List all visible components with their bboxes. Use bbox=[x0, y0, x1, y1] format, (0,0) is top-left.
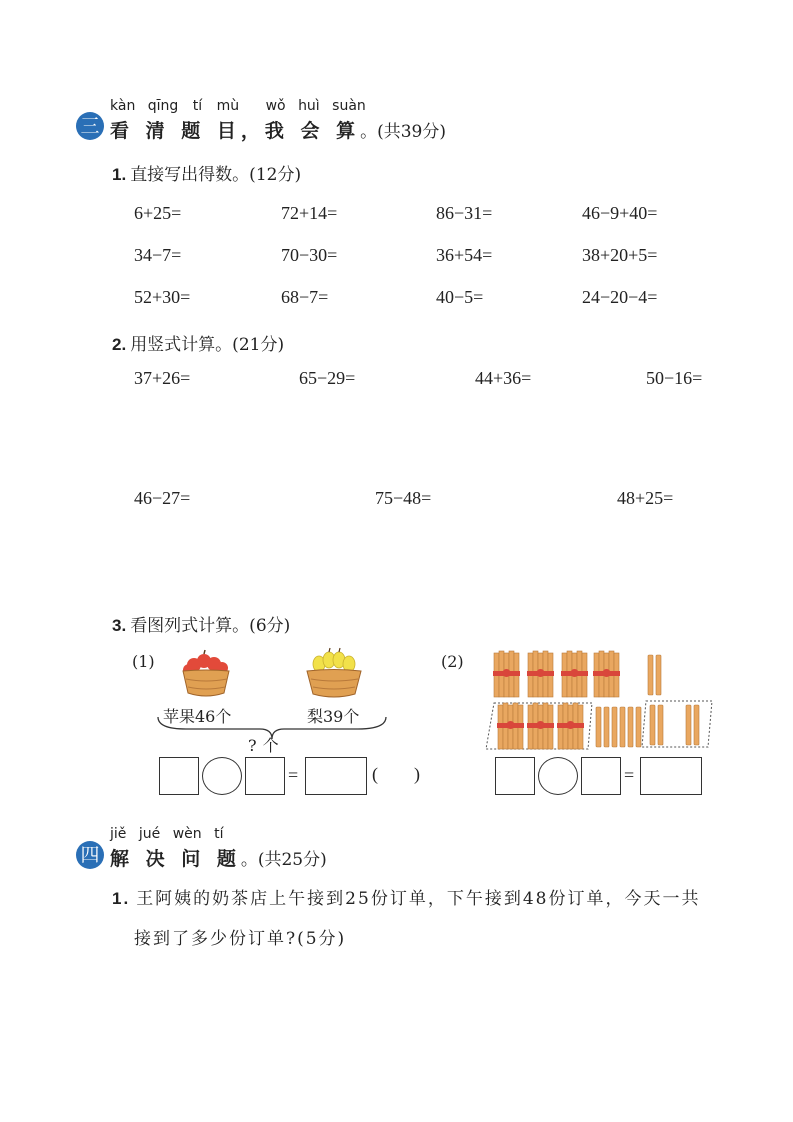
q1-item: 40−5= bbox=[436, 287, 484, 307]
q2-item: 46−27= bbox=[134, 488, 191, 508]
pinyin-syllable: tí bbox=[214, 826, 224, 842]
result-box[interactable] bbox=[305, 757, 367, 795]
q1-item: 68−7= bbox=[281, 287, 329, 307]
q1-item: 36+54= bbox=[436, 245, 493, 265]
apple-basket-icon bbox=[180, 647, 232, 699]
section-3-score: 。(共39分) bbox=[360, 122, 446, 142]
equals-sign-2: = bbox=[624, 765, 635, 785]
question-label: ?个 bbox=[248, 736, 285, 755]
q1-item: 72+14= bbox=[281, 203, 338, 223]
q1-title-text: 直接写出得数。(12分) bbox=[130, 165, 302, 185]
q1-item: 70−30= bbox=[281, 245, 338, 265]
answer-box-2[interactable] bbox=[245, 757, 285, 795]
q3-part2-label: (2) bbox=[441, 652, 464, 671]
q1-item: 38+20+5= bbox=[582, 245, 658, 265]
q3-number: 3. bbox=[112, 616, 127, 635]
q1-item: 24−20−4= bbox=[582, 287, 658, 307]
section-4 bbox=[0, 820, 793, 1020]
section-4-heading bbox=[110, 844, 327, 871]
pinyin-syllable: jiě bbox=[110, 826, 127, 842]
q2-number: 2. bbox=[112, 335, 127, 354]
pinyin-syllable: mù bbox=[216, 98, 240, 114]
q1-item: 6+25= bbox=[134, 203, 182, 223]
answer-box-4[interactable] bbox=[581, 757, 621, 795]
q3-part1-label: (1) bbox=[132, 652, 155, 671]
problem-1-line-1 bbox=[112, 884, 700, 909]
q1-item: 46−9+40= bbox=[582, 203, 658, 223]
q2-item: 65−29= bbox=[299, 368, 356, 388]
q3-title-text: 看图列式计算。(6分) bbox=[130, 616, 291, 636]
sticks-bundles-image bbox=[480, 645, 720, 755]
q2-title-text: 用竖式计算。(21分) bbox=[130, 335, 285, 355]
operator-circle[interactable] bbox=[202, 757, 242, 795]
pinyin-syllable: tí bbox=[192, 98, 203, 114]
equals-sign: = bbox=[288, 765, 299, 785]
q2-item: 75−48= bbox=[375, 488, 432, 508]
pear-count-label: 梨39个 bbox=[307, 707, 360, 726]
answer-box-3[interactable] bbox=[495, 757, 535, 795]
pinyin-syllable: suàn bbox=[332, 98, 366, 114]
pinyin-syllable: wèn bbox=[172, 826, 202, 842]
unit-parentheses[interactable]: ( ) bbox=[372, 764, 420, 784]
q3-title bbox=[112, 611, 290, 636]
q2-item: 50−16= bbox=[646, 368, 703, 388]
answer-box-1[interactable] bbox=[159, 757, 199, 795]
result-box-2[interactable] bbox=[640, 757, 702, 795]
q1-item: 86−31= bbox=[436, 203, 493, 223]
q2-item: 44+36= bbox=[475, 368, 532, 388]
pinyin-syllable: wǒ bbox=[265, 98, 286, 114]
section-4-score: 。(共25分) bbox=[240, 850, 327, 870]
section-3-pinyin bbox=[110, 98, 366, 114]
apple-count-label: 苹果46个 bbox=[163, 707, 232, 726]
section-3-title: 看 清 题 目，我 会 算 bbox=[110, 120, 361, 142]
q1-title bbox=[112, 160, 301, 185]
q2-title bbox=[112, 330, 284, 355]
problem-1-number: 1. bbox=[112, 889, 131, 908]
section-4-pinyin bbox=[110, 826, 223, 842]
section-4-badge: 四 bbox=[76, 841, 104, 869]
q1-item: 52+30= bbox=[134, 287, 191, 307]
pinyin-syllable: huì bbox=[298, 98, 320, 114]
pear-basket-icon bbox=[305, 646, 363, 700]
q2-item: 37+26= bbox=[134, 368, 191, 388]
section-3-badge: 三 bbox=[76, 112, 104, 140]
q2-item: 48+25= bbox=[617, 488, 674, 508]
q1-item: 34−7= bbox=[134, 245, 182, 265]
pinyin-syllable: jué bbox=[138, 826, 161, 842]
section-4-title: 解 决 问 题 bbox=[110, 848, 241, 870]
operator-circle-2[interactable] bbox=[538, 757, 578, 795]
pinyin-syllable: kàn bbox=[110, 98, 136, 114]
section-3-heading bbox=[110, 116, 446, 143]
problem-1-line-2: 接到了多少份订单?(5分) bbox=[134, 929, 347, 949]
pinyin-syllable: qīng bbox=[147, 98, 179, 114]
problem-1-text: 王阿姨的奶茶店上午接到25份订单，下午接到48份订单，今天一共 bbox=[136, 889, 701, 909]
q1-number: 1. bbox=[112, 165, 127, 184]
